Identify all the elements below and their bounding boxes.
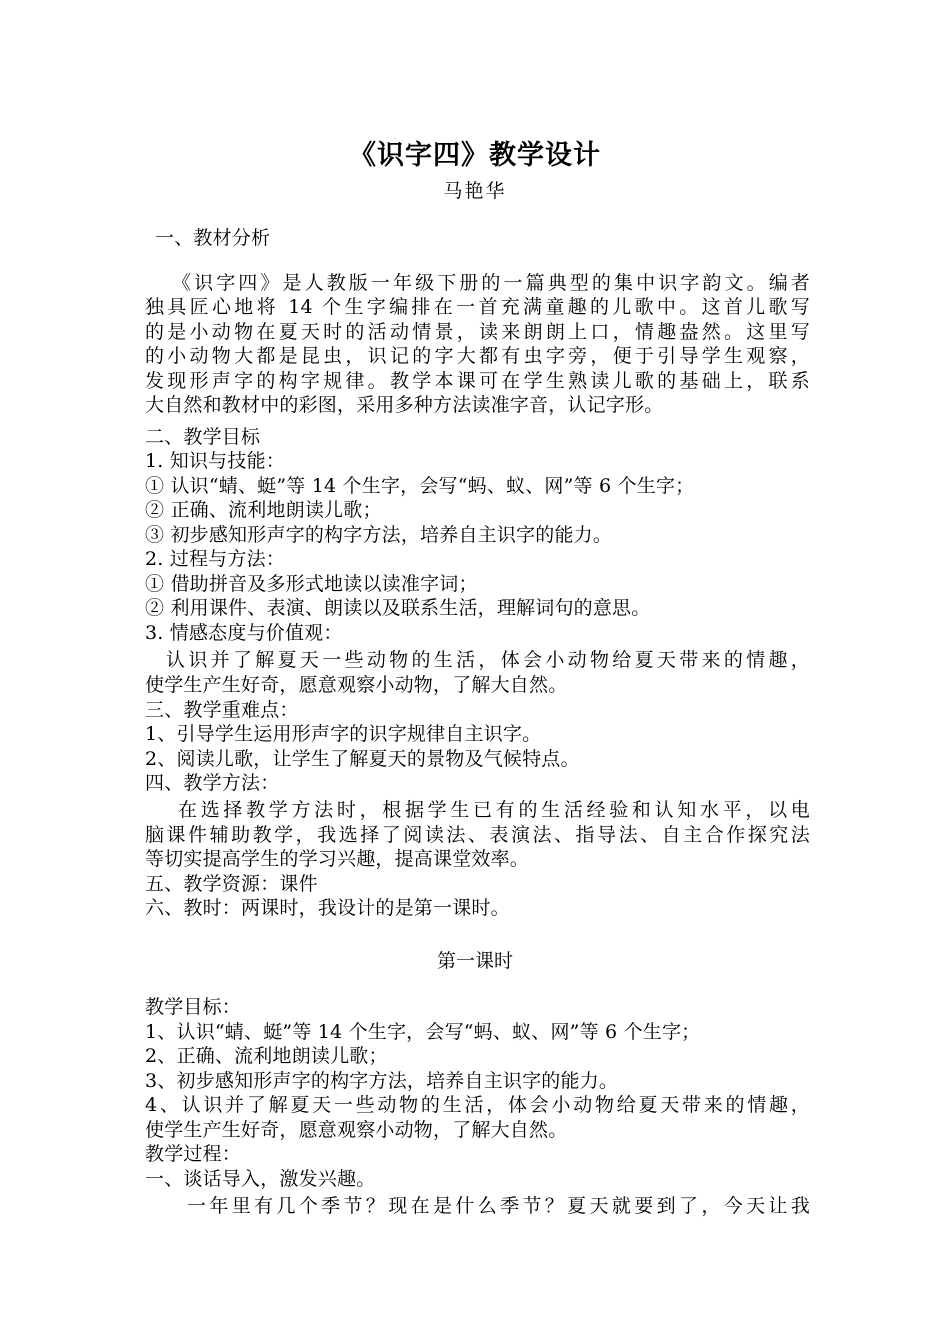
paragraph-line: 脑课件辅助教学，我选择了阅读法、表演法、指导法、自主合作探究法: [145, 824, 810, 846]
paragraph-line: 独具匠心地将 14 个生字编排在一首充满童趣的儿歌中。这首儿歌写: [145, 296, 810, 318]
paragraph-line: 大自然和教材中的彩图，采用多种方法读准字音，认记字形。: [145, 394, 664, 416]
list-item: 3、初步感知形声字的构字方法，培养自主识字的能力。: [145, 1070, 619, 1092]
subheading-attitude: 3. 情感态度与价值观：: [145, 622, 343, 644]
section-heading-goals: 二、教学目标: [145, 426, 261, 448]
paragraph-line: 等切实提高学生的学习兴趣，提高课堂效率。: [145, 848, 530, 870]
list-item: 1、认识“蜻、蜓”等 14 个生字，会写“蚂、蚁、网”等 6 个生字；: [145, 1021, 701, 1043]
document-title: 《识字四》教学设计: [349, 140, 601, 171]
list-item: 使学生产生好奇，愿意观察小动物，了解大自然。: [145, 1119, 568, 1141]
list-item: 1、引导学生运用形声字的识字规律自主识字。: [145, 723, 542, 745]
list-item: ② 正确、流利地朗读儿歌；: [145, 499, 382, 521]
section-heading-materials: 一、教材分析: [155, 227, 271, 249]
list-item: ① 认识“蜻、蜓”等 14 个生字，会写“蚂、蚁、网”等 6 个生字；: [145, 475, 695, 497]
section-heading-periods: 六、教时：两课时，我设计的是第一课时。: [145, 897, 510, 919]
lesson-heading: 第一课时: [436, 950, 513, 972]
subheading-process: 2. 过程与方法：: [145, 548, 285, 570]
list-item: 2、阅读儿歌，让学生了解夏天的景物及气候特点。: [145, 748, 580, 770]
paragraph-line: 的小动物大都是昆虫，识记的字大都有虫字旁，便于引导学生观察，: [145, 345, 810, 367]
paragraph-line: 发现形声字的构字规律。教学本课可在学生熟读儿歌的基础上，联系: [145, 370, 810, 392]
step-heading: 一、谈话导入，激发兴趣。: [145, 1168, 376, 1190]
section-heading-resources: 五、教学资源：课件: [145, 873, 318, 895]
subheading-objectives: 教学目标：: [145, 996, 242, 1018]
list-item: 2、正确、流利地朗读儿歌；: [145, 1045, 388, 1067]
paragraph-line: 一年里有几个季节？现在是什么季节？夏天就要到了，今天让我: [187, 1195, 810, 1217]
list-item: ② 利用课件、表演、朗读以及联系生活，理解词句的意思。: [145, 597, 651, 619]
paragraph-line: 《识字四》是人教版一年级下册的一篇典型的集中识字韵文。编者: [172, 272, 810, 294]
section-heading-methods: 四、教学方法：: [145, 772, 280, 794]
subheading-knowledge: 1. 知识与技能：: [145, 450, 285, 472]
list-item: ③ 初步感知形声字的构字方法，培养自主识字的能力。: [145, 524, 613, 546]
author-name: 马艳华: [443, 180, 507, 202]
list-item: 4、认识并了解夏天一些动物的生活，体会小动物给夏天带来的情趣，: [145, 1094, 810, 1116]
paragraph-line: 在选择教学方法时，根据学生已有的生活经验和认知水平，以电: [178, 799, 810, 821]
subheading-process-steps: 教学过程：: [145, 1143, 242, 1165]
paragraph-line: 的是小动物在夏天时的活动情景，读来朗朗上口，情趣盎然。这里写: [145, 321, 810, 343]
section-heading-keypoints: 三、教学重难点：: [145, 699, 299, 721]
paragraph-line: 使学生产生好奇，愿意观察小动物，了解大自然。: [145, 674, 568, 696]
list-item: ① 借助拼音及多形式地读以读准字词；: [145, 573, 478, 595]
paragraph-line: 认识并了解夏天一些动物的生活，体会小动物给夏天带来的情趣，: [166, 649, 810, 671]
